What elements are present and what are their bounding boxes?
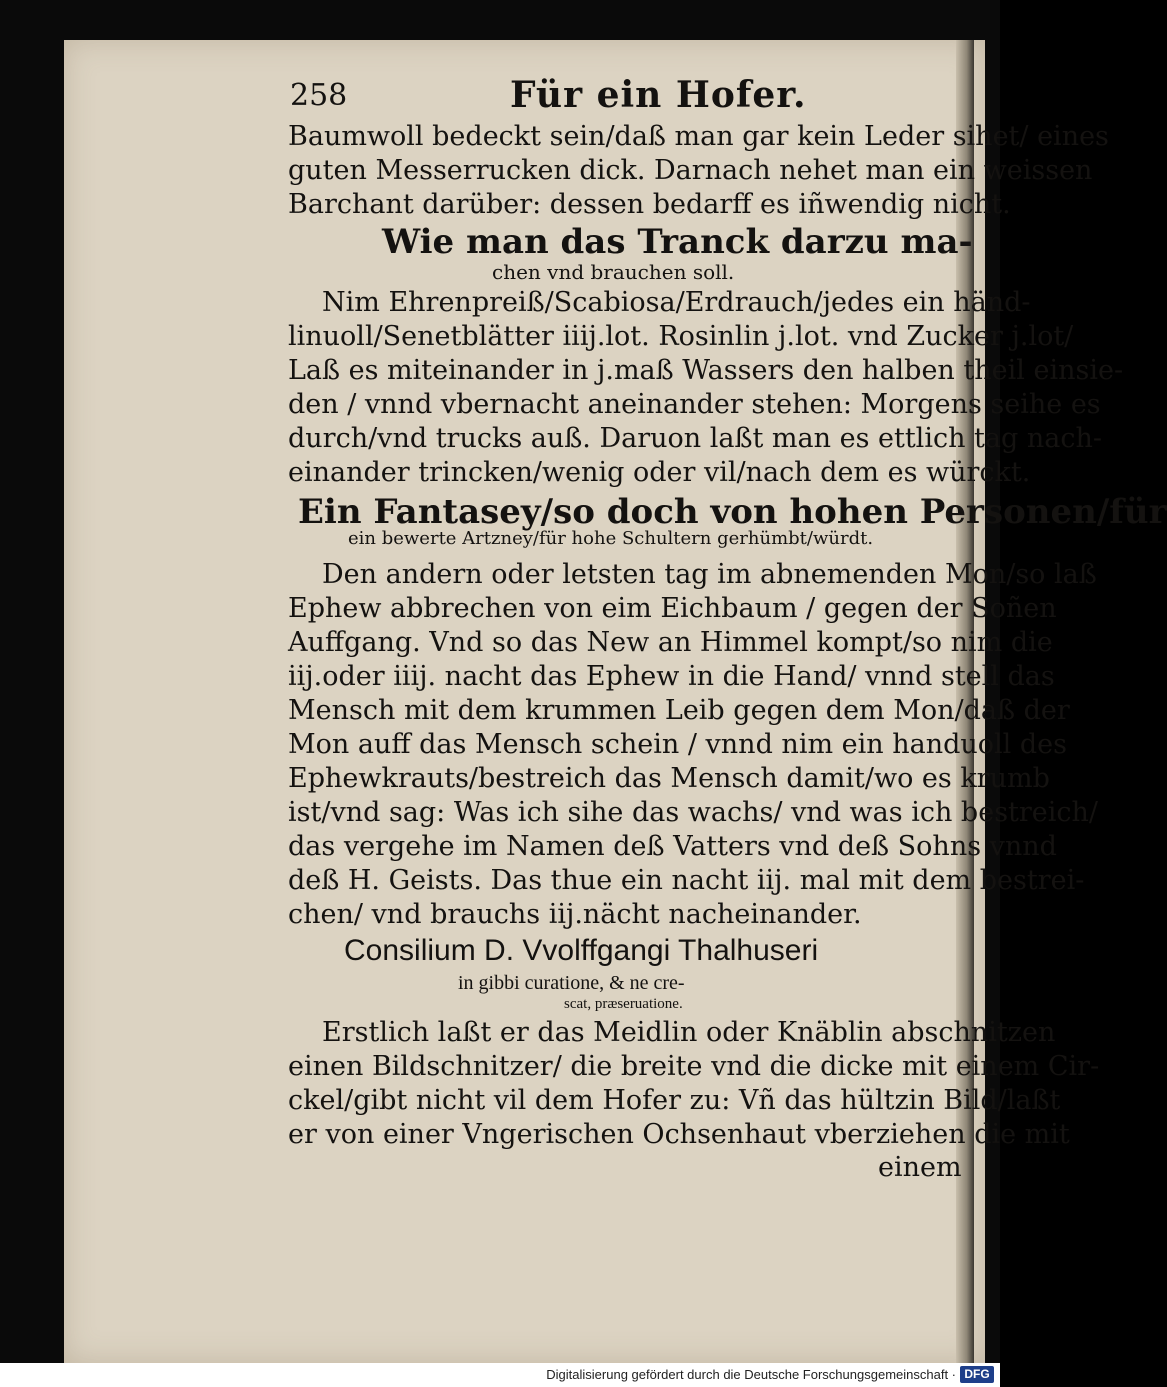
dfg-logo-icon: DFG — [960, 1366, 994, 1383]
text-line: ist/vnd sag: Was ich sihe das wachs/ vnd was ich bestreich/ — [288, 797, 1099, 828]
page-number: 258 — [290, 78, 348, 113]
page-header — [288, 74, 938, 122]
section-subheading: in gibbi curatione, & ne cre- — [458, 972, 685, 994]
text-line: guten Messerrucken dick. Darnach nehet man ein weissen — [288, 155, 1093, 186]
text-line: Den andern oder letsten tag im abnemenden Mon/so laß — [322, 559, 1097, 590]
text-line: einander trincken/wenig oder vil/nach dem es würckt. — [288, 457, 1031, 488]
section-subheading: scat, præseruatione. — [564, 996, 683, 1012]
section-subheading: chen vnd brauchen soll. — [492, 260, 735, 284]
text-line: Auffgang. Vnd so das New an Himmel kompt/so nim die — [288, 627, 1053, 658]
text-line: Barchant darüber: dessen bedarff es iñwendig nicht. — [288, 189, 1011, 220]
text-line: ckel/gibt nicht vil dem Hofer zu: Vñ das hültzin Bild/laßt — [288, 1085, 1061, 1116]
text-line: Mensch mit dem krummen Leib gegen dem Mon/daß der — [288, 695, 1070, 726]
text-line: Ephewkrauts/bestreich das Mensch damit/wo es krumb — [288, 763, 1050, 794]
funding-credit: Digitalisierung gefördert durch die Deutsche Forschungsgemeinschaft · — [546, 1367, 956, 1382]
text-line: iij.oder iiij. nacht das Ephew in die Hand/ vnnd stell das — [288, 661, 1055, 692]
text-line: den / vnnd vbernacht aneinander stehen: Morgens seihe es — [288, 389, 1101, 420]
text-line: Laß es miteinander in j.maß Wassers den halben theil einsie- — [288, 355, 1124, 386]
text-line: Baumwoll bedeckt sein/daß man gar kein Leder sihet/ eines — [288, 121, 1109, 152]
text-line: Ephew abbrechen von eim Eichbaum / gegen der Soñen — [288, 593, 1057, 624]
text-line: linuoll/Senetblätter iiij.lot. Rosinlin j.lot. vnd Zucker j.lot/ — [288, 321, 1074, 352]
text-line: chen/ vnd brauchs iij.nächt nacheinander. — [288, 899, 862, 930]
text-line: er von einer Vngerischen Ochsenhaut vberziehen die mit — [288, 1119, 1070, 1150]
section-heading: Consilium D. Vvolffgangi Thalhuseri — [344, 934, 819, 967]
text-line: deß H. Geists. Das thue ein nacht iij. mal mit dem bestrei- — [288, 865, 1085, 896]
catchword: einem — [878, 1152, 962, 1183]
footer-bar — [0, 1363, 1000, 1387]
text-line: das vergehe im Namen deß Vatters vnd deß Sohns vnnd — [288, 831, 1057, 862]
text-line: Erstlich laßt er das Meidlin oder Knäblin abschnitzen — [322, 1017, 1056, 1048]
text-line: durch/vnd trucks auß. Daruon laßt man es ettlich tag nach- — [288, 423, 1102, 454]
section-heading: Wie man das Tranck darzu ma- — [382, 222, 973, 262]
section-subheading: ein bewerte Artzney/für hohe Schultern gerhümbt/würdt. — [348, 528, 874, 549]
text-line: Nim Ehrenpreiß/Scabiosa/Erdrauch/jedes ein händ- — [322, 287, 1031, 318]
text-line: Mon auff das Mensch schein / vnnd nim ein handuoll des — [288, 729, 1068, 760]
section-heading: Ein Fantasey/so doch von hohen Personen/für — [298, 492, 1167, 532]
text-line: einen Bildschnitzer/ die breite vnd die dicke mit einem Cir- — [288, 1051, 1100, 1082]
running-title: Für ein Hofer. — [510, 74, 807, 116]
